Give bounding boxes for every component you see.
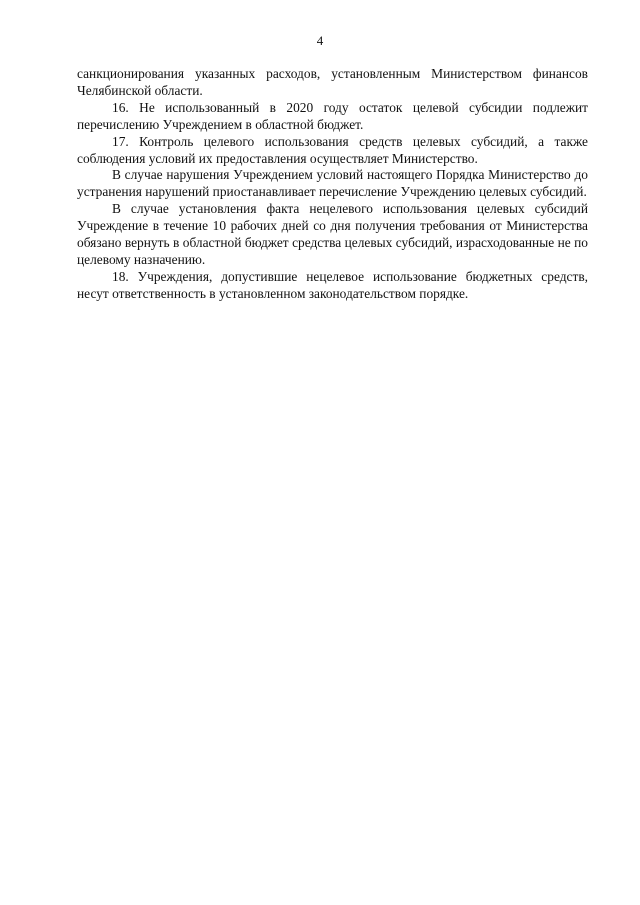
paragraph-18: 18. Учреждения, допустившие нецелевое использование бюджетных средств, несут ответственность в установленном законодательством порядке. (77, 268, 588, 301)
paragraph-continuation: санкционирования указанных расходов, установленным Министерством финансов Челябинской области. (77, 66, 588, 98)
paragraph-violation: В случае нарушения Учреждением условий настоящего Порядка Министерство до устранения нарушений приостанавливает перечисление Учреждению целевых субсидий. (77, 167, 588, 200)
paragraph-16: 16. Не использованный в 2020 году остаток целевой субсидии подлежит перечислению Учреждением в областной бюджет. (77, 99, 588, 132)
paragraph-misuse-refund: В случае установления факта нецелевого использования целевых субсидий Учреждение в течение 10 рабочих дней со дня получения требования от Министерства обязано вернуть в областной бюджет средства целевых субсидий, израсходованные не по целевому назначению. (77, 201, 588, 267)
paragraph-17: 17. Контроль целевого использования средств целевых субсидий, а также соблюдения условий их предоставления осуществляет Министерство. (77, 133, 588, 166)
page-number: 4 (316, 33, 324, 48)
document-body (77, 66, 588, 303)
